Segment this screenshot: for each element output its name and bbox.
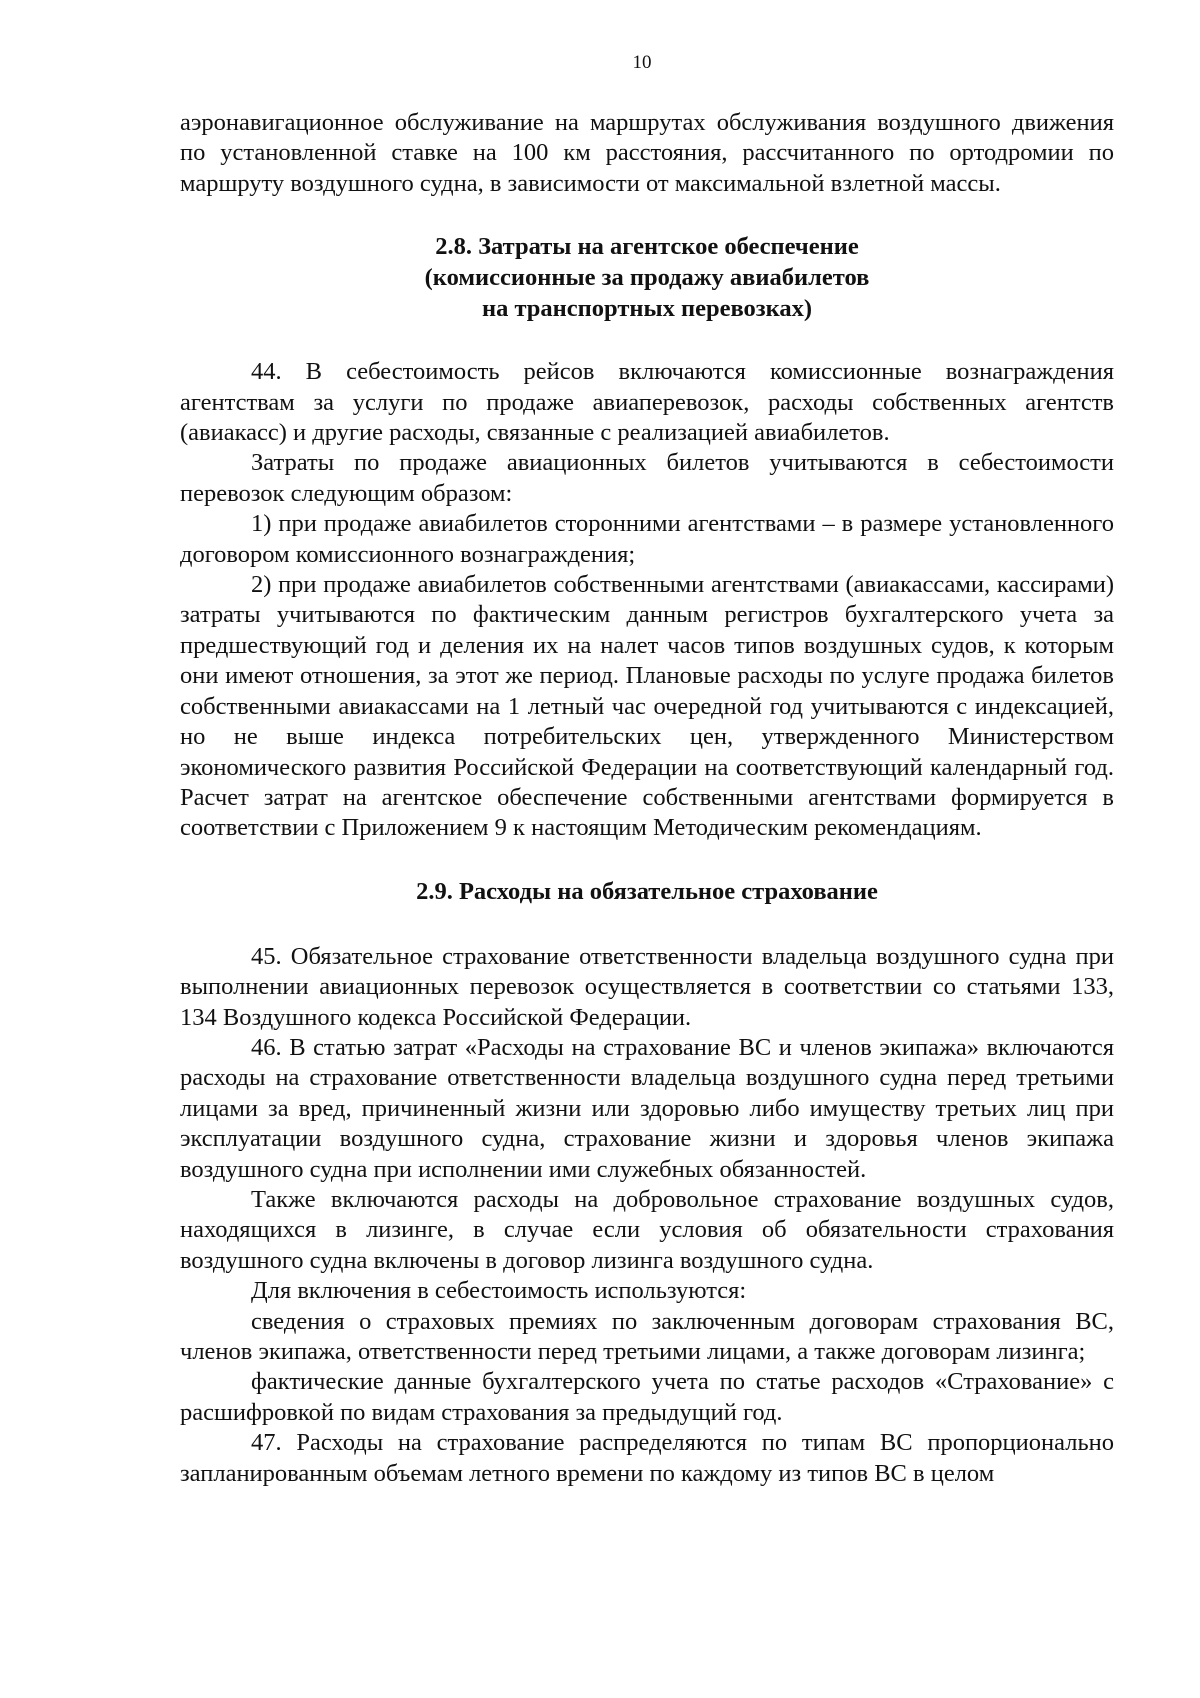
section-heading-2-8-line3: на транспортных перевозках) [481, 295, 813, 323]
paragraph-45: 45. Обязательное страхование ответственности владельца воздушного судна при выполнении авиационных перевозок осуществляется в соответствии со статьями 133, 134 Воздушного кодекса Российской Федерации. [180, 942, 1114, 1031]
section-heading-2-9: 2.9. Расходы на обязательное страхование [416, 877, 878, 905]
paragraph-46-also: Также включаются расходы на добровольное страхование воздушных судов, находящихся в лизинге, в случае если условия об обязательности страхования воздушного судна включены в договор лизинга воздушного судна. [180, 1185, 1114, 1274]
paragraph-44: 44. В себестоимость рейсов включаются комиссионные вознаграждения агентствам за услуги по продаже авиаперевозок, расходы собственных агентств (авиакасс) и другие расходы, связанные с реализацией авиабилетов. [180, 358, 1114, 447]
paragraph-46-actual: фактические данные бухгалтерского учета по статье расходов «Страхование» с расшифровкой по видам страхования за предыдущий год. [180, 1368, 1114, 1426]
paragraph-44-item-1: 1) при продаже авиабилетов сторонними агентствами – в размере установленного договором комиссионного вознаграждения; [180, 510, 1114, 568]
paragraph-46: 46. В статью затрат «Расходы на страхование ВС и членов экипажа» включаются расходы на страхование ответственности владельца воздушного судна перед третьими лицами за вред, причиненный жизни или здоровью либо имуществу третьих лиц при эксплуатации воздушного судна, страхование жизни и здоровья членов экипажа воздушного судна при исполнении ими служебных обязанностей. [180, 1033, 1114, 1183]
section-heading-2-8-line2: (комиссионные за продажу авиабилетов [424, 264, 870, 292]
page-number: 10 [632, 52, 652, 73]
continuation-paragraph: аэронавигационное обслуживание на маршрутах обслуживания воздушного движения по установленной ставке на 100 км расстояния, рассчитанного по ортодромии по маршруту воздушного судна, в зависимости от максимальной взлетной массы. [180, 109, 1114, 197]
paragraph-46-info: сведения о страховых премиях по заключенным договорам страхования ВС, членов экипажа, ответственности перед третьими лицами, а также договорам лизинга; [180, 1307, 1114, 1365]
section-heading-2-8 [180, 231, 1114, 324]
document-body [180, 108, 1114, 1489]
paragraph-47: 47. Расходы на страхование распределяются по типам ВС пропорционально запланированным объемам летного времени по каждому из типов ВС в целом [180, 1429, 1114, 1487]
section-heading-2-8-line1: 2.8. Затраты на агентское обеспечение [435, 233, 859, 261]
paragraph-44-item-2: 2) при продаже авиабилетов собственными агентствами (авиакассами, кассирами) затраты учитываются по фактическим данным регистров бухгалтерского учета за предшествующий год и деления их на налет часов типов воздушных судов, к которым они имеют отношения, за этот же период. Плановые расходы по услуге продажа билетов собственными авиакассами на 1 летный час очередной год учитываются с индексацией, но не выше индекса потребительских цен, утвержденного Министерством экономического развития Российской Федерации на соответствующий календарный год. Расчет затрат на агентское обеспечение собственными агентствами формируется в соответствии с Приложением 9 к настоящим Методическим рекомендациям. [180, 571, 1114, 842]
paragraph-46-used: Для включения в себестоимость используются: [251, 1277, 747, 1305]
paragraph-44-costs: Затраты по продаже авиационных билетов учитываются в себестоимости перевозок следующим образом: [180, 449, 1114, 507]
